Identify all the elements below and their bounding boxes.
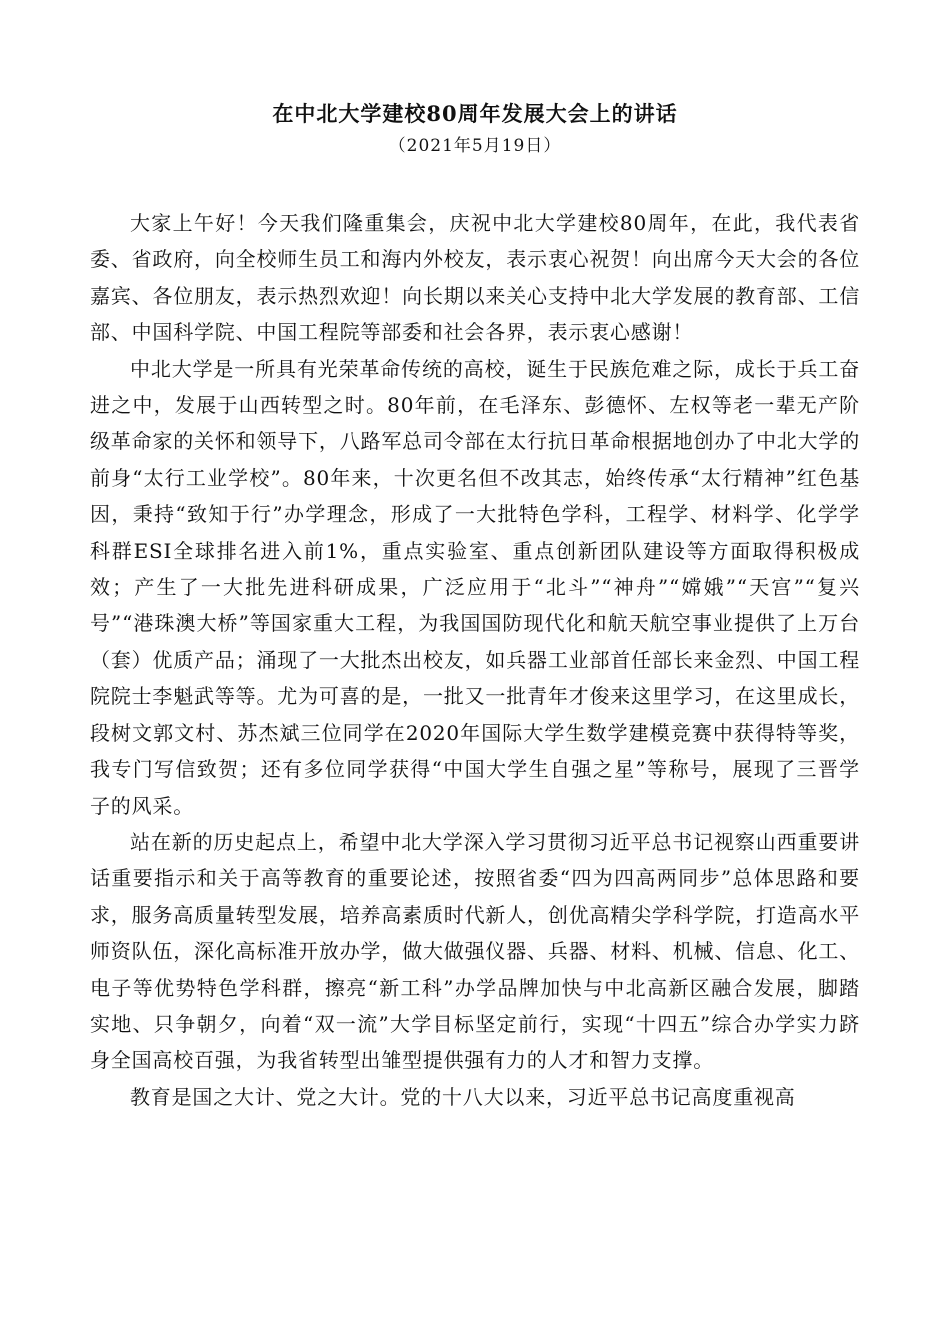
- paragraph-greeting: 大家上午好！今天我们隆重集会，庆祝中北大学建校80周年，在此，我代表省委、省政府，向全校师生员工和海内外校友，表示衷心祝贺！向出席今天大会的各位嘉宾、各位朋友，表示热烈欢迎！向长期以来关心支持中北大学发展的教育部、工信部、中国科学院、中国工程院等部委和社会各界，表示衷心感谢！: [90, 211, 860, 345]
- paragraph-expectations: 站在新的历史起点上，希望中北大学深入学习贯彻习近平总书记视察山西重要讲话重要指示和关于高等教育的重要论述，按照省委“四为四高两同步”总体思路和要求，服务高质量转型发展，培养高素质时代新人，创优高精尖学科学院，打造高水平师资队伍，深化高标准开放办学，做大做强仪器、兵器、材料、机械、信息、化工、电子等优势特色学科群，擦亮“新工科”办学品牌加快与中北高新区融合发展，脚踏实地、只争朝夕，向着“双一流”大学目标坚定前行，实现“十四五”综合办学实力跻身全国高校百强，为我省转型出雏型提供强有力的人才和智力支撑。: [90, 829, 860, 1073]
- speech-body: [90, 205, 860, 1115]
- speech-date: （2021年5月19日）: [388, 136, 562, 156]
- paragraph-history: 中北大学是一所具有光荣革命传统的高校，诞生于民族危难之际，成长于兵工奋进之中，发展于山西转型之时。80年前，在毛泽东、彭德怀、左权等老一辈无产阶级革命家的关怀和领导下，八路军总司令部在太行抗日革命根据地创办了中北大学的前身“太行工业学校”。80年来，十次更名但不改其志，始终传承“太行精神”红色基因，秉持“致知于行”办学理念，形成了一大批特色学科，工程学、材料学、化学学科群ESI全球排名进入前1%，重点实验室、重点创新团队建设等方面取得积极成效；产生了一大批先进科研成果，广泛应用于“北斗”“神舟”“嫦娥”“天宫”“复兴号”“港珠澳大桥”等国家重大工程，为我国国防现代化和航天航空事业提供了上万台（套）优质产品；涌现了一大批杰出校友，如兵器工业部首任部长来金烈、中国工程院院士李魁武等等。尤为可喜的是，一批又一批青年才俊来这里学习，在这里成长，段树文郭文村、苏杰斌三位同学在2020年国际大学生数学建模竞赛中获得特等奖，我专门写信致贺；还有多位同学获得“中国大学生自强之星”等称号，展现了三晋学子的风采。: [90, 356, 860, 818]
- paragraph-education: 教育是国之大计、党之大计。党的十八大以来，习近平总书记高度重视高: [130, 1084, 796, 1109]
- speech-title: 在中北大学建校80周年发展大会上的讲话: [272, 101, 678, 126]
